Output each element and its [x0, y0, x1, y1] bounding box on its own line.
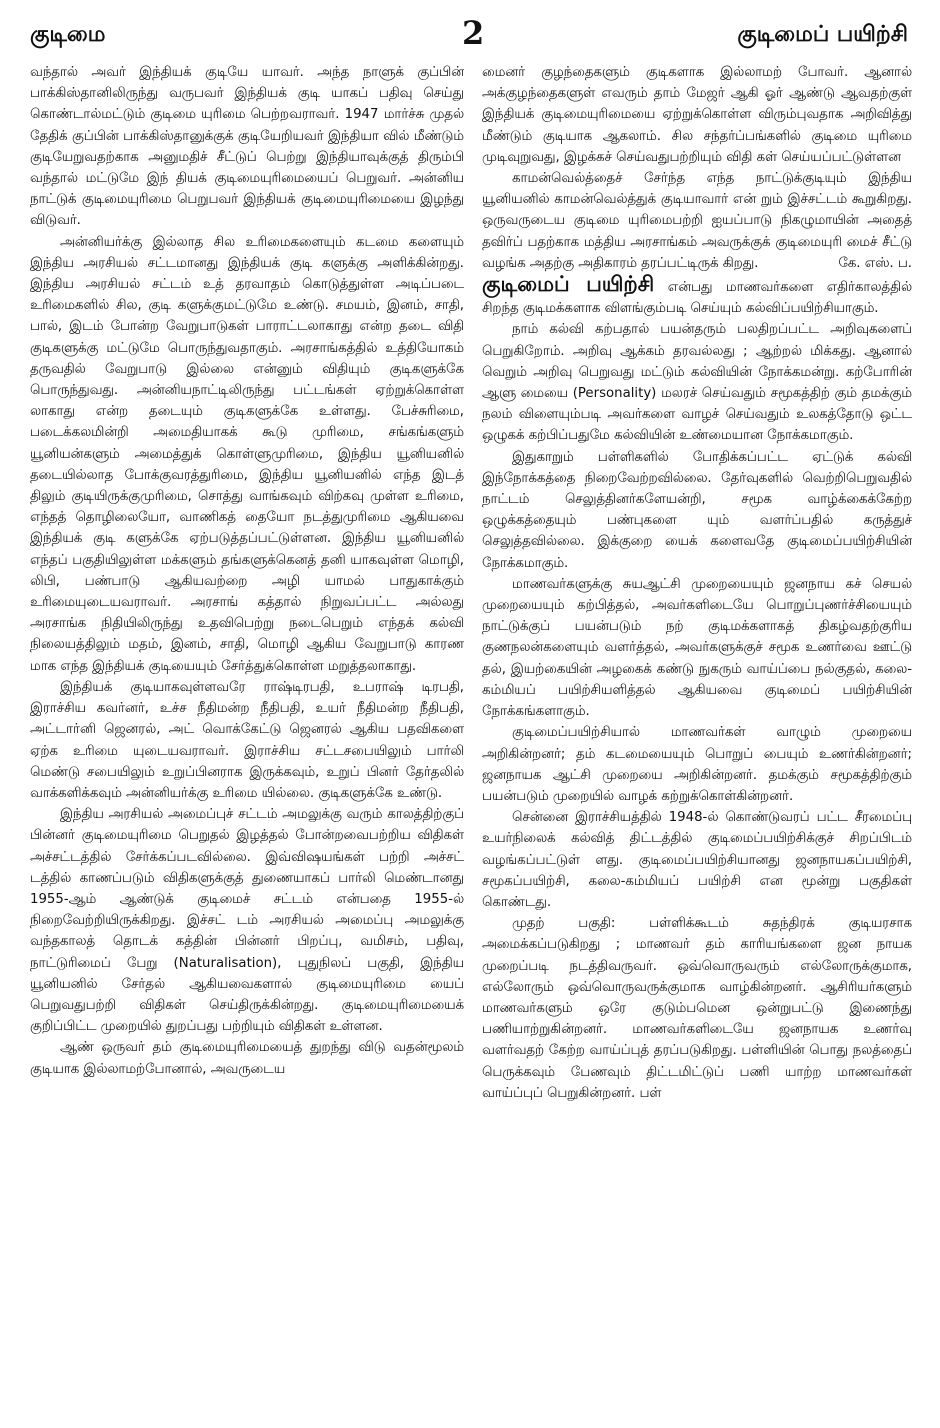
- paragraph: சென்னை இராச்சியத்தில் 1948-ல் கொண்டுவரப் பட்ட சீரமைப்பு உயர்நிலைக் கல்வித் திட்டத்தில் குடிமைப்பயிற்சிக்குச் சிறப்பிடம் வழங்கப்பட்டுள் ளது. குடிமைப்பயிற்சியானது ஜனநாயகப்பயிற்சி, சமூகப்பயிற்சி, கலை-கம்மியப் பயிற்சி என மூன்று பகுதிகள் கொண்டது.: [482, 810, 912, 910]
- right-column: [482, 62, 912, 1418]
- running-title-right: குடிமைப் பயிற்சி: [737, 22, 908, 47]
- paragraph: இதுகாறும் பள்ளிகளில் போதிக்கப்பட்ட ஏட்டுக் கல்வி இந்நோக்கத்தை நிறைவேற்றவில்லை. தேர்வுகளில் வெற்றிபெறுவதில் நாட்டம் செலுத்தினர்களேயன்றி, சமூக வாழ்க்கைக்கேற்ற ஒழுக்கத்தையும் பண்புகளை யும் வளர்ப்பதில் கருத்துச் செலுத்தவில்லை. இக்குறை யைக் களைவதே குடிமைப்பயிற்சியின் நோக்கமாகும்.: [482, 449, 912, 571]
- paragraph: முதற் பகுதி: பள்ளிக்கூடம் சுதந்திரக் குடியரசாக அமைக்கப்படுகிறது ; மாணவர் தம் காரியங்களை ஜன நாயக முறைப்படி நடத்திவருவர். ஒவ்வொருவரும் எல்லோருக்குமாக, எல்லோரும் ஒவ்வொருவருக்குமாக வாழ்கின்றனர். ஆசிரியர்களும் மாணவர்களும் ஒரே குடும்பமென ஒன்றுபட்டு இணைந்து பணியாற்றுகின்றனர். மாணவர்களிடையே ஜனநாயக உணர்வு வளர்வதற் கேற்ற வாய்ப்புத் தரப்படுகிறது. பள்ளியின் பொது நலத்தைப் பெருக்கவும் பேணவும் திட்டமிட்டுப் பணி யாற்ற மாணவர்கள் வாய்ப்புப் பெறுகின்றனர். பள்: [482, 916, 912, 1101]
- left-column: [30, 62, 464, 1418]
- paragraph: மாணவர்களுக்கு சுயஆட்சி முறையையும் ஜனநாய கச் செயல் முறையையும் கற்பித்தல், அவர்களிடையே பொறுப்புணர்ச்சியையும் நாட்டுக்குப் பயன்படும் நற் குடிமக்களாகத் திகழ்வதற்குரிய குணநலன்களையும் வளர்த்தல், அவர்களுக்குச் சமூக உணர்வை ஊட்டு தல், இயற்கையின் அழகைக் கண்டு நுகரும் வாய்ப்பை நல்குதல், கலை-கம்மியப் பயிற்சியளித்தல் ஆகியவை குடிமைப் பயிற்சியின் நோக்கங்களாகும்.: [482, 576, 912, 720]
- section-heading: குடிமைப் பயிற்சி: [482, 272, 655, 297]
- author-signature: கே. எஸ். ப.: [838, 255, 912, 271]
- paragraph: இந்திய அரசியல் அமைப்புச் சட்டம் அமலுக்கு வரும் காலத்திற்குப் பின்னர் குடிமையுரிமை பெறுதல் இழத்தல் போன்றவைபற்றிய விதிகள் அச்சட்டத்தில் சேர்க்கப்படவில்லை. இவ்விஷயங்கள் பற்றி அச்சட் டத்தில் காணப்படும் விதிகளுக்குத் துணையாகப் பார்லி மெண்டானது 1955-ஆம் ஆண்டுக் குடிமைச் சட்டம் என்பதை 1955-ல் நிறைவேற்றியிருக்கிறது. இச்சட் டம் அரசியல் அமைப்பு அமலுக்கு வந்தகாலத் தொடக் கத்தின் பின்னர் பிறப்பு, வமிசம், பதிவு, நாட்டுரிமைப் பேறு (Naturalisation), புதுநிலப் பகுதி, இந்திய யூனியனில் சேர்தல் ஆகியவைகளால் குடிமையுரிமை யைப் பெறுவதுபற்றி விதிகள் செய்திருக்கின்றது. குடிமையுரிமையைக் குறிப்பிட்ட முறையில் துறப்பது பற்றியும் விதிகள் உள்ளன.: [30, 807, 464, 1035]
- paragraph: அன்னியர்க்கு இல்லாத சில உரிமைகளையும் கடமை களையும் இந்திய அரசியல் சட்டமானது இந்தியக் குடி களுக்கு அளிக்கின்றது. இந்திய அரசியல் சட்டம் உத் தரவாதம் கொடுத்துள்ள அடிப்படை உரிமைகளில் சில, குடி களுக்குமட்டுமே உண்டு. சமயம், இனம், சாதி, பால், இடம் போன்ற வேறுபாடுகள் பாராட்டலாகாது என்ற தடை விதி குடிகளுக்கு மட்டுமே பொருந்துவதாகும். அரசாங்கத்தில் உத்தியோகம் தருவதில் வேறுபாடு இல்லை என்னும் விதியும் குடிகளுக்கே பொருந்துவது. அன்னியநாட்டிலிருந்து பட்டங்கள் ஏற்றுக்கொள்ள லாகாது என்ற தடையும் குடிகளுக்கே உள்ளது. பேச்சுரிமை, படைக்கலமின்றி அமைதியாகக் கூடு முரிமை, சங்கங்களும் யூனியன்களும் அமைத்துக் கொள்ளுமுரிமை, இந்திய யூனியனில் தடையில்லாத போக்குவரத்துரிமை, இந்திய யூனியனில் எந்த இடத் திலும் குடியிருக்குமுரிமை, சொத்து வாங்கவும் விற்கவு முள்ள உரிமை, எந்தத் தொழிலையோ, வாணிகத் தையோ நடத்துமுரிமை ஆகியவை இந்தியக் குடி களுக்கே ஏற்படுத்தப்பட்டுள்ளன. இந்திய யூனியனில் எந்தப் பகுதியிலுள்ள மக்களும் தங்களுக்கெனத் தனி யாகவுள்ள மொழி, லிபி, பண்பாடு ஆகியவற்றை அழி யாமல் பாதுகாக்கும் உரிமையுடையவராவர். அரசாங் கத்தால் நிறுவப்பட்ட அல்லது அரசாங்க நிதியிலிருந்து உதவிபெற்று நடைபெறும் எந்தக் கல்வி நிலையத்திலும் மதம், இனம், சாதி, மொழி ஆகிய வேறுபாடு காரண மாக எந்த இந்தியக் குடியையும் சேர்த்துக்கொள்ள மறுத்தலாகாது.: [30, 234, 464, 674]
- paragraph: [482, 168, 912, 274]
- page-header: [0, 0, 940, 58]
- page-number: 2: [462, 14, 485, 52]
- paragraph: வந்தால் அவர் இந்தியக் குடியே யாவர். அந்த நாளுக் குப்பின் பாக்கிஸ்தானிலிருந்து வருபவர் இந்தியக் குடி யாகப் பதிவு செய்து கொண்டால்மட்டும் குடிமை யுரிமை பெற்றவராவர். 1947 மார்ச்சு முதல் தேதிக் குப்பின் பாக்கிஸ்தானுக்குக் குடியேறியவர் இந்தியா வில் மீண்டும் குடியேறுவதற்காக அனுமதிச் சீட்டுப் பெற்று இந்தியாவுக்குத் திரும்பி வந்தால் மட்டுமே இந் தியக் குடிமையுரிமையைப் பெறுவர். அன்னிய நாட்டுக் குடிமையுரிமை பெறுபவர் இந்தியக் குடிமையுரிமையை இழந்து விடுவர்.: [30, 65, 464, 229]
- paragraph: இந்தியக் குடியாகவுள்ளவரே ராஷ்டிரபதி, உபராஷ் டிரபதி, இராச்சிய கவர்னர், உச்ச நீதிமன்ற நீதிபதி, உயர் நீதிமன்ற நீதிபதி, அட்டார்னி ஜெனரல், அட் வொக்கேட்டு ஜெனரல் ஆகிய பதவிகளை ஏற்க உரிமை யுடையவராவர். இராச்சிய சட்டசபையிலும் பார்லி மெண்டு சபையிலும் உறுப்பினராக இருக்கவும், உறுப் பினர் தேர்தலில் வாக்களிக்கவும் அன்னியர்க்கு உரிமை யில்லை. குடிகளுக்கே உண்டு.: [30, 679, 464, 801]
- section-intro-text: என்பது மாணவர்களை எதிர்காலத்தில் சிறந்த குடிமக்களாக விளங்கும்படி செய்யும் கல்விப்பயிற்சியாகும்.: [482, 280, 912, 317]
- paragraph: குடிமைப்பயிற்சியால் மாணவர்கள் வாழும் முறையை அறிகின்றனர்; தம் கடமையையும் பொறுப் பையும் உணர்கின்றனர்; ஜனநாயக ஆட்சி முறையை அறிகின்றனர். தமக்கும் சமூகத்திற்கும் பயன்படும் முறையில் வாழக் கற்றுக்கொள்கின்றனர்.: [482, 725, 912, 804]
- paragraph: மைனர் குழந்தைகளும் குடிகளாக இல்லாமற் போவர். ஆனால் அக்குழந்தைகளுள் எவரும் தாம் மேஜர் ஆகி ஓர் ஆண்டு ஆவதற்குள் இந்தியக் குடிமையுரிமையை ஏற்றுக்கொள்ள விரும்புவதாக அறிவித்து மீண்டும் குடியாக ஆகலாம். சில சந்தர்ப்பங்களில் குடிமை யுரிமை முடிவுறுவது, இழக்கச் செய்வதுபற்றியும் விதி கள் செய்யப்பட்டுள்ளன: [482, 65, 912, 165]
- running-title-left: குடிமை: [30, 22, 106, 47]
- paragraph: ஆண் ஒருவர் தம் குடிமையுரிமையைத் துறந்து விடு வதன்மூலம் குடியாக இல்லாமற்போனால், அவருடைய: [30, 1040, 464, 1077]
- section-intro: [482, 274, 912, 319]
- paragraph-text: காமன்வெல்த்தைச் சேர்ந்த எந்த நாட்டுக்குடியும் இந்திய யூனியனில் காமன்வெல்த்துக் குடியாவார் என் றும் இச்சட்டம் கூறுகிறது. ஒருவருடைய குடிமை யுரிமைபற்றி ஐயப்பாடு நிகழுமாயின் அதைத் தவிர்ப் பதற்காக மத்திய அரசாங்கம் அவருக்குக் குடிமையுரி மைச் சீட்டு வழங்க அதற்கு அதிகாரம் தரப்பட்டிருக் கிறது.: [482, 171, 912, 271]
- paragraph: நாம் கல்வி கற்பதால் பயன்தரும் பலதிறப்பட்ட அறிவுகளைப் பெறுகிறோம். அறிவு ஆக்கம் தரவல்லது ; ஆற்றல் மிக்கது. ஆனால் வெறும் அறிவு பெறுவது மட்டும் கல்வியின் நோக்கமன்று. கற்போரின் ஆளு மையை (Personality) மலரச் செய்வதும் சமூகத்திற் கும் தமக்கும் நலம் விளையும்படி அவர்களை வாழச் செய்வதும் உலகத்தோடு ஒட்ட ஒழுகக் கற்பிப்பதுமே கல்வியின் உண்மையான நோக்கமாகும்.: [482, 322, 912, 444]
